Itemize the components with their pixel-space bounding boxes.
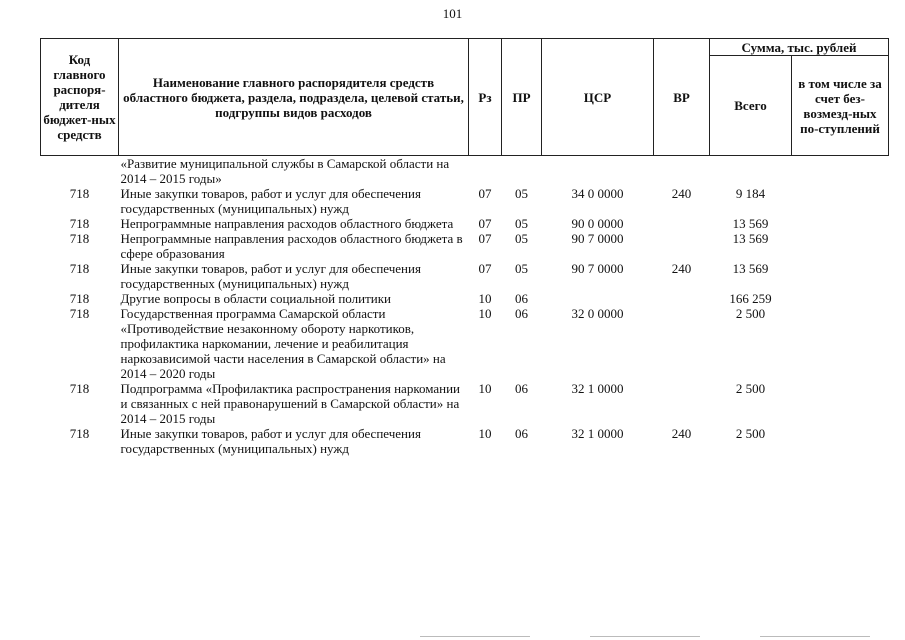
cell-name: Непрограммные направления расходов областного бюджета в сфере образования xyxy=(120,231,463,261)
cell-csr: 90 7 0000 xyxy=(571,261,624,276)
cell-csr: 32 1 0000 xyxy=(571,381,624,396)
cell-csr xyxy=(542,291,654,306)
scan-line xyxy=(760,636,870,637)
cell-csr: 34 0 0000 xyxy=(571,186,624,201)
table-header xyxy=(41,39,889,156)
cell-free xyxy=(792,291,889,306)
cell-code: 718 xyxy=(69,426,90,441)
cell-vr xyxy=(654,306,710,381)
cell-vr xyxy=(654,381,710,426)
cell-free xyxy=(792,156,889,187)
cell-free xyxy=(792,231,889,261)
cell-pr: 06 xyxy=(515,291,528,306)
table-row xyxy=(41,261,889,291)
table-row xyxy=(41,306,889,381)
table-body xyxy=(41,156,889,457)
cell-csr: 32 1 0000 xyxy=(571,426,624,441)
cell-vr: 240 xyxy=(671,261,692,276)
cell-name: Иные закупки товаров, работ и услуг для обеспечения государственных (муниципальных) нужд xyxy=(120,261,421,291)
scan-line xyxy=(420,636,530,637)
table-row xyxy=(41,231,889,261)
cell-pr: 05 xyxy=(515,231,528,246)
table-row xyxy=(41,426,889,456)
cell-free xyxy=(792,381,889,426)
table-row xyxy=(41,156,889,187)
cell-rz: 07 xyxy=(478,261,492,276)
cell-code xyxy=(41,156,119,187)
cell-free xyxy=(792,261,889,291)
cell-csr: 32 0 0000 xyxy=(571,306,624,321)
cell-total: 9 184 xyxy=(735,186,766,201)
table-row xyxy=(41,216,889,231)
header-pr: ПР xyxy=(502,39,542,156)
cell-code: 718 xyxy=(69,306,90,321)
cell-rz: 10 xyxy=(478,291,492,306)
cell-code: 718 xyxy=(69,231,90,246)
cell-total: 166 259 xyxy=(729,291,772,306)
cell-rz: 10 xyxy=(478,381,492,396)
header-rz: Рз xyxy=(469,39,502,156)
cell-rz: 07 xyxy=(478,216,492,231)
cell-vr: 240 xyxy=(671,186,692,201)
cell-csr: 90 0 0000 xyxy=(571,216,624,231)
header-code: Код главного распоря-дителя бюджет-ных средств xyxy=(41,39,119,156)
cell-vr xyxy=(654,156,710,187)
cell-total: 13 569 xyxy=(732,231,769,246)
cell-rz: 07 xyxy=(478,186,492,201)
cell-csr xyxy=(542,156,654,187)
cell-rz xyxy=(469,156,502,187)
cell-pr: 05 xyxy=(515,186,528,201)
cell-pr: 05 xyxy=(515,216,528,231)
cell-vr xyxy=(654,231,710,261)
cell-pr xyxy=(502,156,542,187)
budget-table xyxy=(40,38,889,456)
cell-free xyxy=(792,186,889,216)
header-vr: ВР xyxy=(654,39,710,156)
cell-name: «Развитие муниципальной службы в Самарской области на 2014 – 2015 годы» xyxy=(120,156,450,186)
cell-csr: 90 7 0000 xyxy=(571,231,624,246)
cell-rz: 10 xyxy=(478,306,492,321)
cell-code: 718 xyxy=(69,261,90,276)
cell-free xyxy=(792,306,889,381)
cell-vr: 240 xyxy=(671,426,692,441)
cell-pr: 06 xyxy=(515,306,528,321)
cell-rz: 07 xyxy=(478,231,492,246)
cell-code: 718 xyxy=(69,381,90,396)
cell-name: Непрограммные направления расходов областного бюджета xyxy=(120,216,454,231)
cell-total: 13 569 xyxy=(732,261,769,276)
cell-rz: 10 xyxy=(478,426,492,441)
cell-total: 2 500 xyxy=(735,381,766,396)
cell-free xyxy=(792,426,889,456)
cell-code: 718 xyxy=(69,216,90,231)
cell-name: Подпрограмма «Профилактика распространения наркомании и связанных с ней правонарушений в Самарской области» на 2014 – 2015 годы xyxy=(120,381,461,426)
cell-name: Государственная программа Самарской области «Противодействие незаконному обороту наркотиков, профилактика наркомании, лечение и реабилитация наркозависимой части населения в Самарской области» на 2014 – 2020 годы xyxy=(120,306,446,381)
cell-code: 718 xyxy=(69,291,90,306)
scan-line xyxy=(590,636,700,637)
cell-name: Иные закупки товаров, работ и услуг для обеспечения государственных (муниципальных) нужд xyxy=(120,426,421,456)
header-csr: ЦСР xyxy=(542,39,654,156)
header-sum: Сумма, тыс. рублей xyxy=(710,39,889,56)
table-row xyxy=(41,291,889,306)
cell-total: 13 569 xyxy=(732,216,769,231)
table-row xyxy=(41,381,889,426)
cell-total: 2 500 xyxy=(735,426,766,441)
cell-pr: 06 xyxy=(515,426,528,441)
cell-name: Другие вопросы в области социальной политики xyxy=(120,291,391,306)
cell-total: 2 500 xyxy=(735,306,766,321)
cell-vr xyxy=(654,216,710,231)
header-name: Наименование главного распорядителя средств областного бюджета, раздела, подраздела, целевой статьи, подгруппы видов расходов xyxy=(119,39,469,156)
cell-pr: 05 xyxy=(515,261,528,276)
cell-pr: 06 xyxy=(515,381,528,396)
cell-total xyxy=(710,156,792,187)
page-number: 101 xyxy=(442,6,463,21)
cell-name: Иные закупки товаров, работ и услуг для обеспечения государственных (муниципальных) нужд xyxy=(120,186,421,216)
table-row xyxy=(41,186,889,216)
header-total: Всего xyxy=(710,56,792,156)
cell-free xyxy=(792,216,889,231)
cell-code: 718 xyxy=(69,186,90,201)
header-free: в том числе за счет без-возмезд-ных по-ступлений xyxy=(792,56,889,156)
cell-vr xyxy=(654,291,710,306)
